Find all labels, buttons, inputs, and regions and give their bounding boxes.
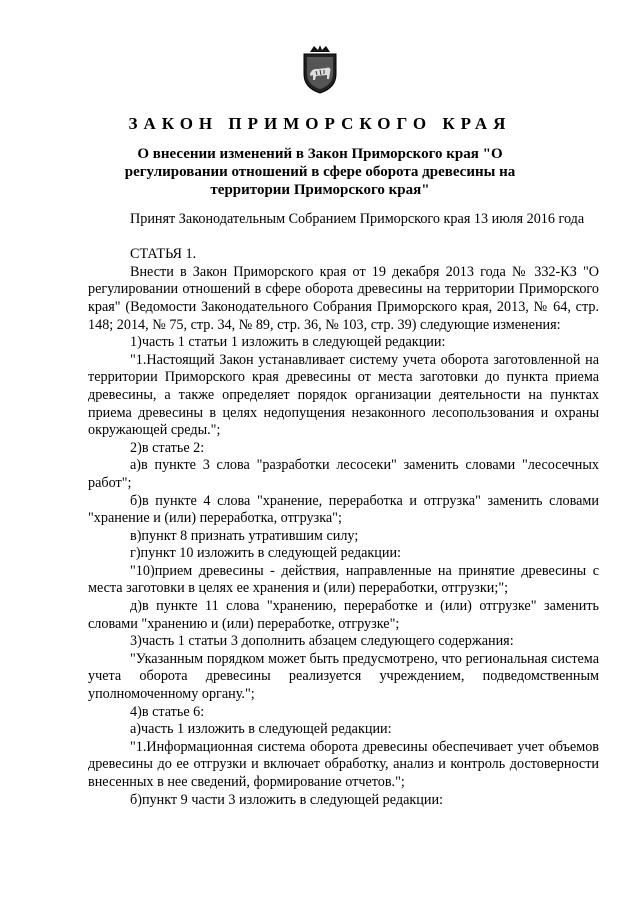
article-paragraph: Внести в Закон Приморского края от 19 декабря 2013 года № 332-КЗ "О регулировании отношений в сфере оборота древесины на территории Приморского края" (Ведомости Законодательного Собрания Приморского края, 2013, № 64, стр. 148; 2014, № 75, стр. 34, № 89, стр. 36, № 103, стр. 39) следующие изменения: <box>88 263 599 333</box>
article-paragraph: в)пункт 8 признать утратившим силу; <box>130 527 359 544</box>
article-paragraph: б)в пункте 4 слова "хранение, переработка и отгрузка" заменить словами "хранение и (или) переработка, отгрузка"; <box>88 492 599 527</box>
article-paragraphs <box>88 264 599 809</box>
article-paragraph: "1.Настоящий Закон устанавливает систему учета оборота заготовленной на территории Приморского края древесины от места заготовки до пункта приема древесины, а также определяет порядок организации деятельности на пунктах приема древесины в целях недопущения незаконного лесопользования и охраны окружающей среды."; <box>88 351 599 439</box>
article-paragraph: д)в пункте 11 слова "хранению, переработке и (или) отгрузке" заменить словами "хранению и (или) переработке, отгрузке"; <box>88 598 599 632</box>
article-paragraph: "Указанным порядком может быть предусмотрено, что региональная система учета оборота древесины реализуется учреждением, подведомственным уполномоченному органу."; <box>88 650 599 703</box>
law-title: ЗАКОН ПРИМОРСКОГО КРАЯ <box>128 114 512 133</box>
article-paragraph: 3)часть 1 статьи 3 дополнить абзацем следующего содержания: <box>130 633 514 650</box>
law-subtitle: О внесении изменений в Закон Приморского края "О регулировании отношений в сфере оборота древесины на территории Приморского края" <box>124 146 516 198</box>
article-paragraph: г)пункт 10 изложить в следующей редакции: <box>130 545 401 562</box>
article-paragraph: б)пункт 9 части 3 изложить в следующей редакции: <box>130 791 443 808</box>
article-paragraph: 2)в статье 2: <box>130 439 205 456</box>
document-body <box>88 211 599 809</box>
article-paragraph: 1)часть 1 статьи 1 изложить в следующей редакции: <box>130 334 446 351</box>
coat-of-arms-emblem <box>296 44 344 94</box>
article-paragraph: "1.Информационная система оборота древесины обеспечивает учет объемов древесины до ее отгрузки и включает обработку, анализ и контроль достоверности внесенных в нее сведений, формирование отчетов."; <box>88 738 599 790</box>
article-paragraph: "10)прием древесины - действия, направленные на принятие древесины с места заготовки в целях ее хранения и (или) переработки, отгрузки;"; <box>88 562 599 597</box>
article-paragraph: 4)в статье 6: <box>130 703 205 720</box>
adoption-statement: Принят Законодательным Собранием Приморского края 13 июля 2016 года <box>130 211 585 227</box>
article-heading: СТАТЬЯ 1. <box>130 246 197 263</box>
article-paragraph: а)в пункте 3 слова "разработки лесосеки" заменить словами "лесосечных работ"; <box>88 457 599 491</box>
article-paragraph: а)часть 1 изложить в следующей редакции: <box>130 721 392 738</box>
